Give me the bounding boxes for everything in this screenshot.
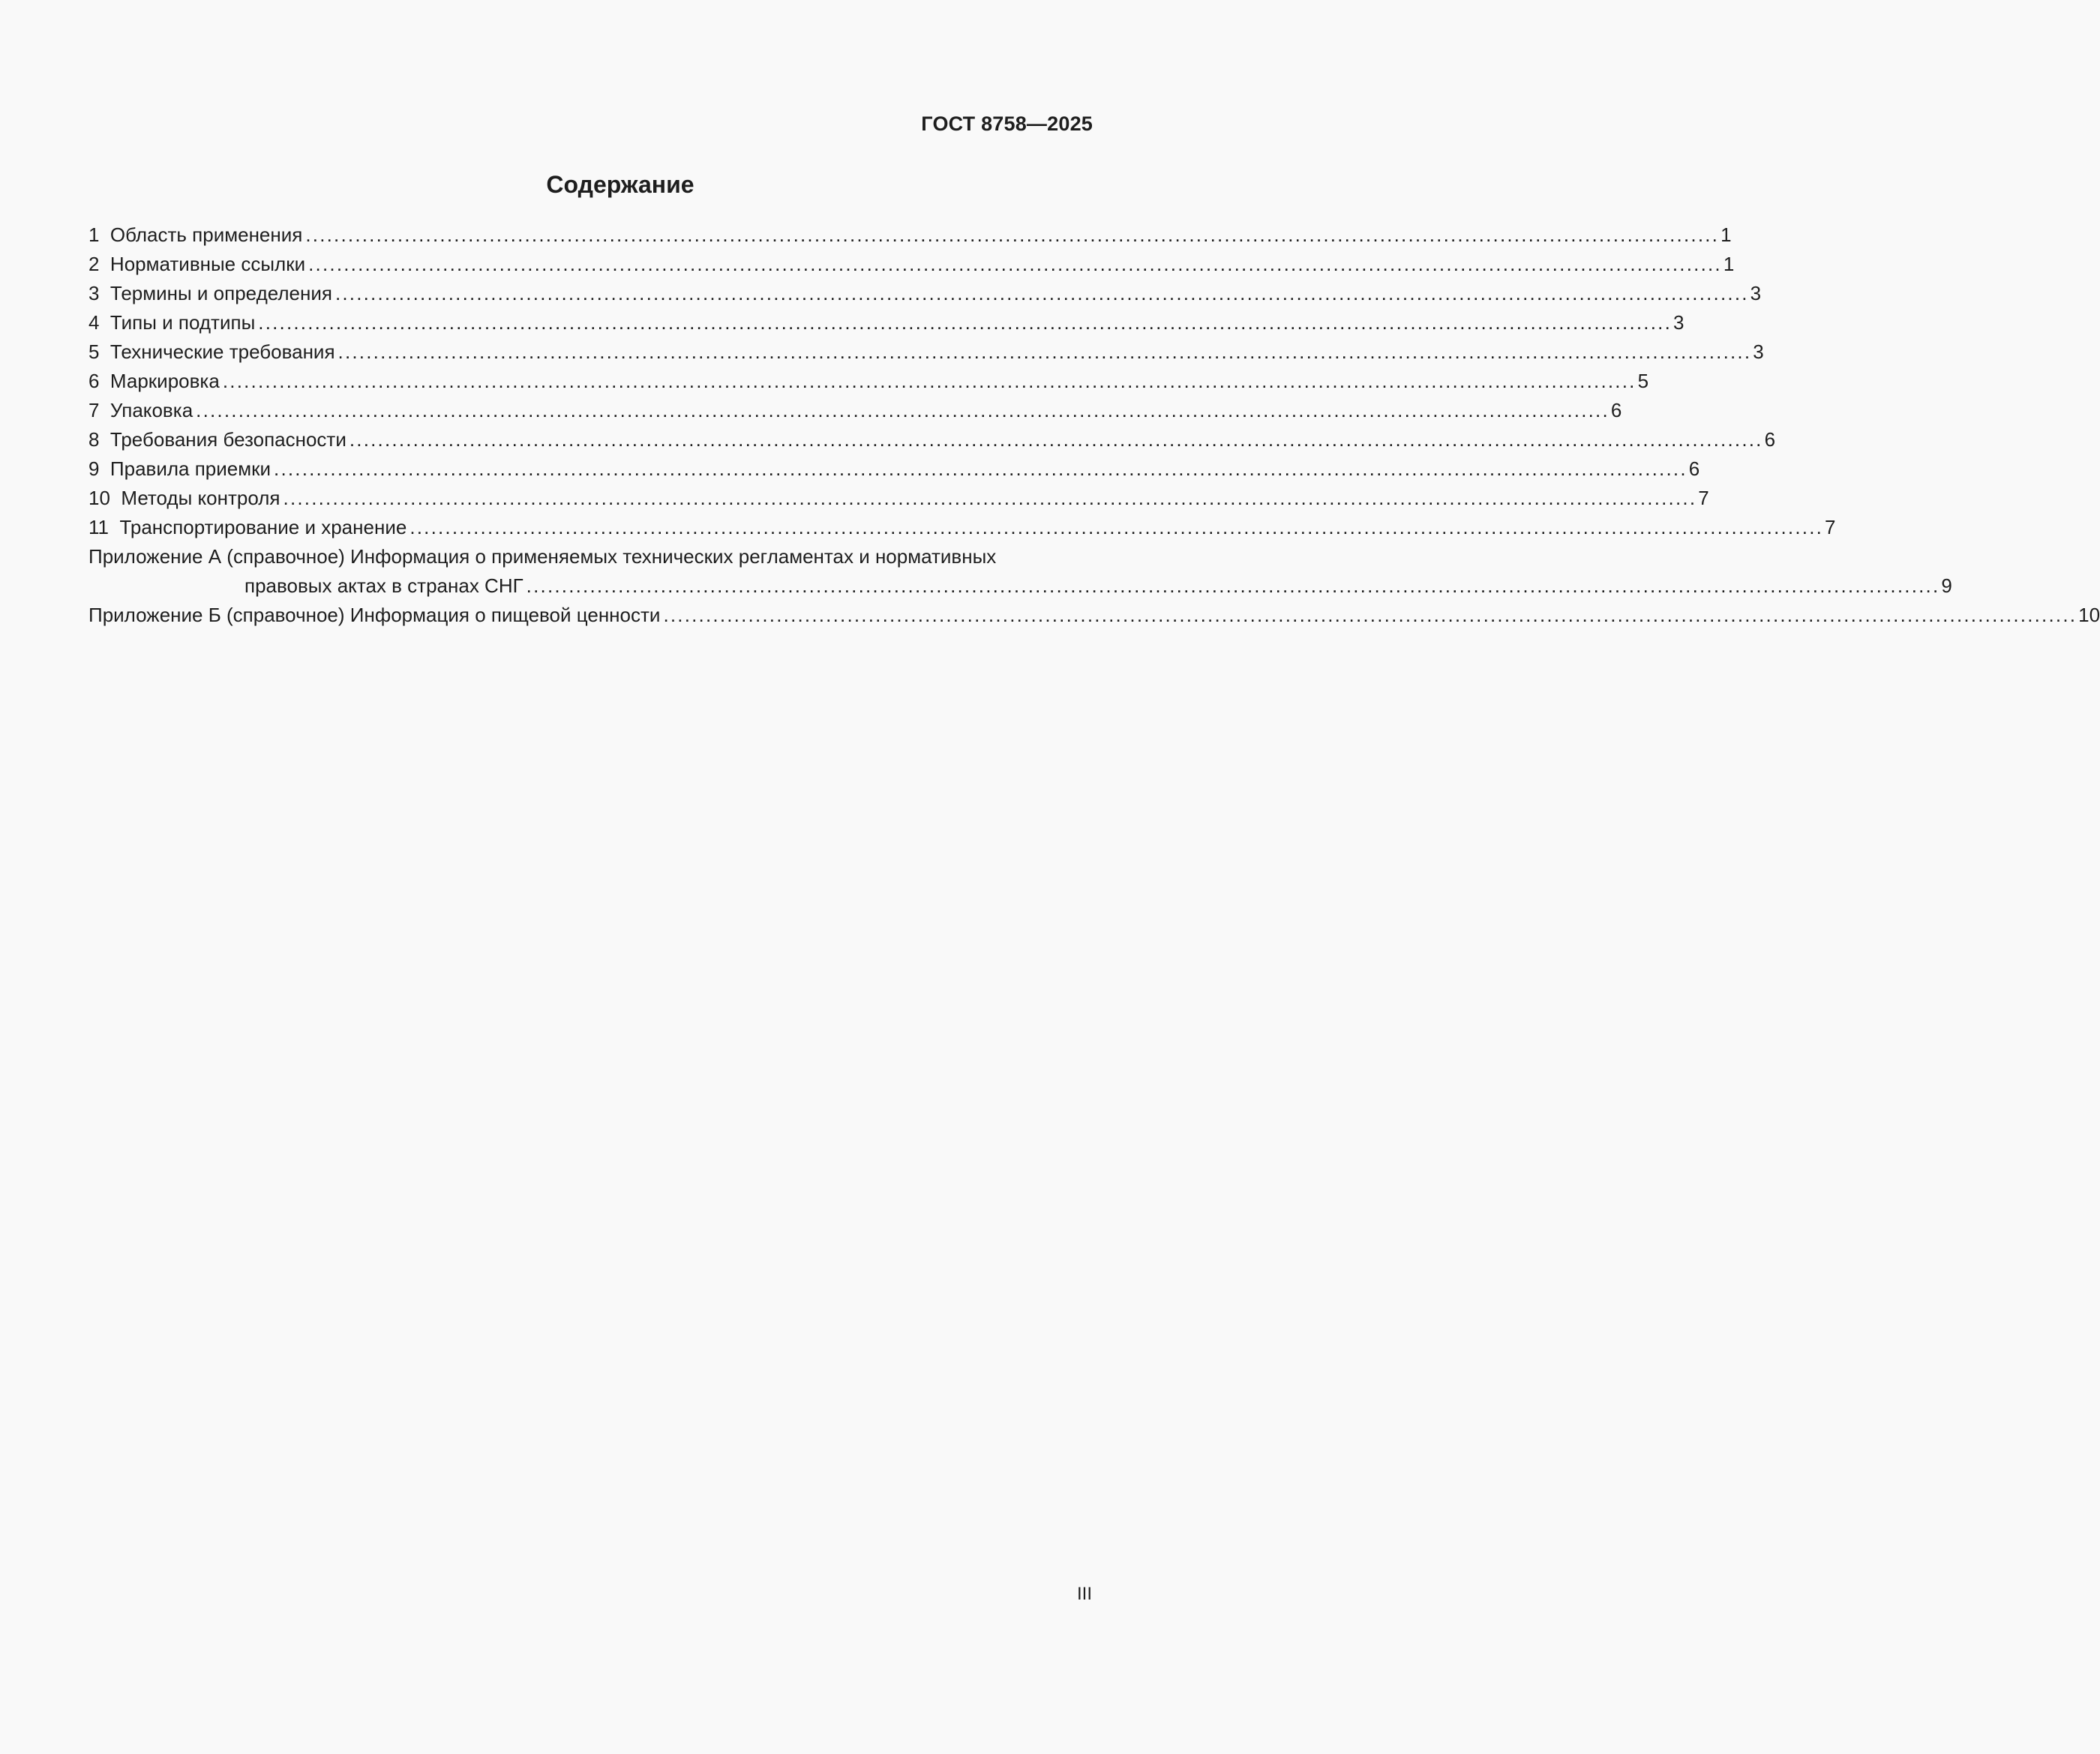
toc-entry[interactable] bbox=[88, 484, 1709, 513]
toc-entry-number: 6 bbox=[88, 370, 100, 392]
dot-leader: ........................................................................................................................................................................................................ bbox=[308, 253, 1722, 275]
toc-entry-page: 3 bbox=[1673, 311, 1684, 334]
toc-entry-title: Область применения bbox=[110, 223, 303, 246]
toc-entry-title: Нормативные ссылки bbox=[110, 253, 306, 275]
toc-entry[interactable] bbox=[88, 425, 1776, 454]
toc-entry-title: Методы контроля bbox=[121, 487, 280, 509]
dot-leader: ........................................................................................................................................................................................................ bbox=[410, 516, 1824, 538]
table-of-contents bbox=[88, 220, 2100, 630]
toc-entry-title: Приложение Б (справочное) Информация о пищевой ценности bbox=[88, 604, 661, 626]
toc-appendix-a-line1[interactable]: Приложение А (справочное) Информация о применяемых технических регламентах и нормативных bbox=[88, 545, 997, 568]
toc-entry-title: правовых актах в странах СНГ bbox=[244, 574, 524, 597]
toc-entry-number: 4 bbox=[88, 311, 100, 334]
dot-leader: ........................................................................................................................................................................................................ bbox=[526, 574, 1940, 597]
dot-leader: ........................................................................................................................................................................................................ bbox=[305, 223, 1720, 246]
toc-entry-number: 9 bbox=[88, 457, 100, 480]
toc-appendix-b[interactable] bbox=[88, 601, 2100, 630]
toc-entry[interactable] bbox=[88, 220, 1732, 250]
toc-entry-title: Типы и подтипы bbox=[110, 311, 256, 334]
dot-leader: ........................................................................................................................................................................................................ bbox=[196, 399, 1610, 421]
toc-entry-page: 1 bbox=[1723, 253, 1735, 275]
toc-entry[interactable] bbox=[88, 396, 1622, 425]
toc-entry-number: 11 bbox=[88, 516, 109, 538]
dot-leader: ........................................................................................................................................................................................................ bbox=[349, 428, 1763, 451]
toc-entry-number: 8 bbox=[88, 428, 100, 451]
toc-entry[interactable] bbox=[88, 250, 1735, 279]
toc-entry-title: Правила приемки bbox=[110, 457, 272, 480]
toc-entry[interactable] bbox=[88, 337, 1764, 367]
toc-entry[interactable] bbox=[88, 308, 1684, 337]
dot-leader: ........................................................................................................................................................................................................ bbox=[663, 604, 2078, 626]
dot-leader: ........................................................................................................................................................................................................ bbox=[274, 457, 1688, 480]
toc-entry[interactable] bbox=[88, 279, 1762, 308]
toc-entry-page: 3 bbox=[1753, 340, 1764, 363]
toc-entry-page: 6 bbox=[1764, 428, 1776, 451]
toc-entry-title: Маркировка bbox=[110, 370, 220, 392]
toc-entry-page: 1 bbox=[1720, 223, 1732, 246]
toc-entry-number: 10 bbox=[88, 487, 110, 509]
toc-entry-page: 5 bbox=[1637, 370, 1649, 392]
toc-entry[interactable] bbox=[88, 454, 1700, 484]
toc-entry-title: Транспортирование и хранение bbox=[119, 516, 407, 538]
document-code: ГОСТ 8758—2025 bbox=[921, 112, 1093, 135]
toc-entry-number: 5 bbox=[88, 340, 100, 363]
toc-entry-page: 6 bbox=[1688, 457, 1700, 480]
toc-entry-number: 1 bbox=[88, 223, 100, 246]
toc-entry-page: 9 bbox=[1941, 574, 1952, 597]
toc-entry-number: 2 bbox=[88, 253, 100, 275]
dot-leader: ........................................................................................................................................................................................................ bbox=[334, 282, 1749, 304]
toc-entry-page: 7 bbox=[1825, 516, 1836, 538]
toc-entry-title: Упаковка bbox=[110, 399, 194, 421]
toc-entry-number: 7 bbox=[88, 399, 100, 421]
toc-entry-title: Технические требования bbox=[110, 340, 335, 363]
toc-entry[interactable] bbox=[88, 513, 1836, 542]
toc-title: Содержание bbox=[546, 171, 694, 198]
toc-entry-page: 6 bbox=[1610, 399, 1622, 421]
dot-leader: ........................................................................................................................................................................................................ bbox=[283, 487, 1697, 509]
toc-entry-page: 7 bbox=[1698, 487, 1709, 509]
toc-entry-title: Термины и определения bbox=[110, 282, 332, 304]
dot-leader: ........................................................................................................................................................................................................ bbox=[258, 311, 1672, 334]
toc-entry-page: 3 bbox=[1750, 282, 1762, 304]
dot-leader: ........................................................................................................................................................................................................ bbox=[338, 340, 1752, 363]
dot-leader: ........................................................................................................................................................................................................ bbox=[222, 370, 1636, 392]
toc-appendix-a-line2[interactable] bbox=[88, 571, 1952, 601]
page-number: III bbox=[1076, 1584, 1092, 1604]
toc-entry[interactable] bbox=[88, 367, 1649, 396]
toc-entry-title: Требования безопасности bbox=[110, 428, 346, 451]
toc-entry-number: 3 bbox=[88, 282, 100, 304]
toc-entry-page: 10 bbox=[2078, 604, 2100, 626]
